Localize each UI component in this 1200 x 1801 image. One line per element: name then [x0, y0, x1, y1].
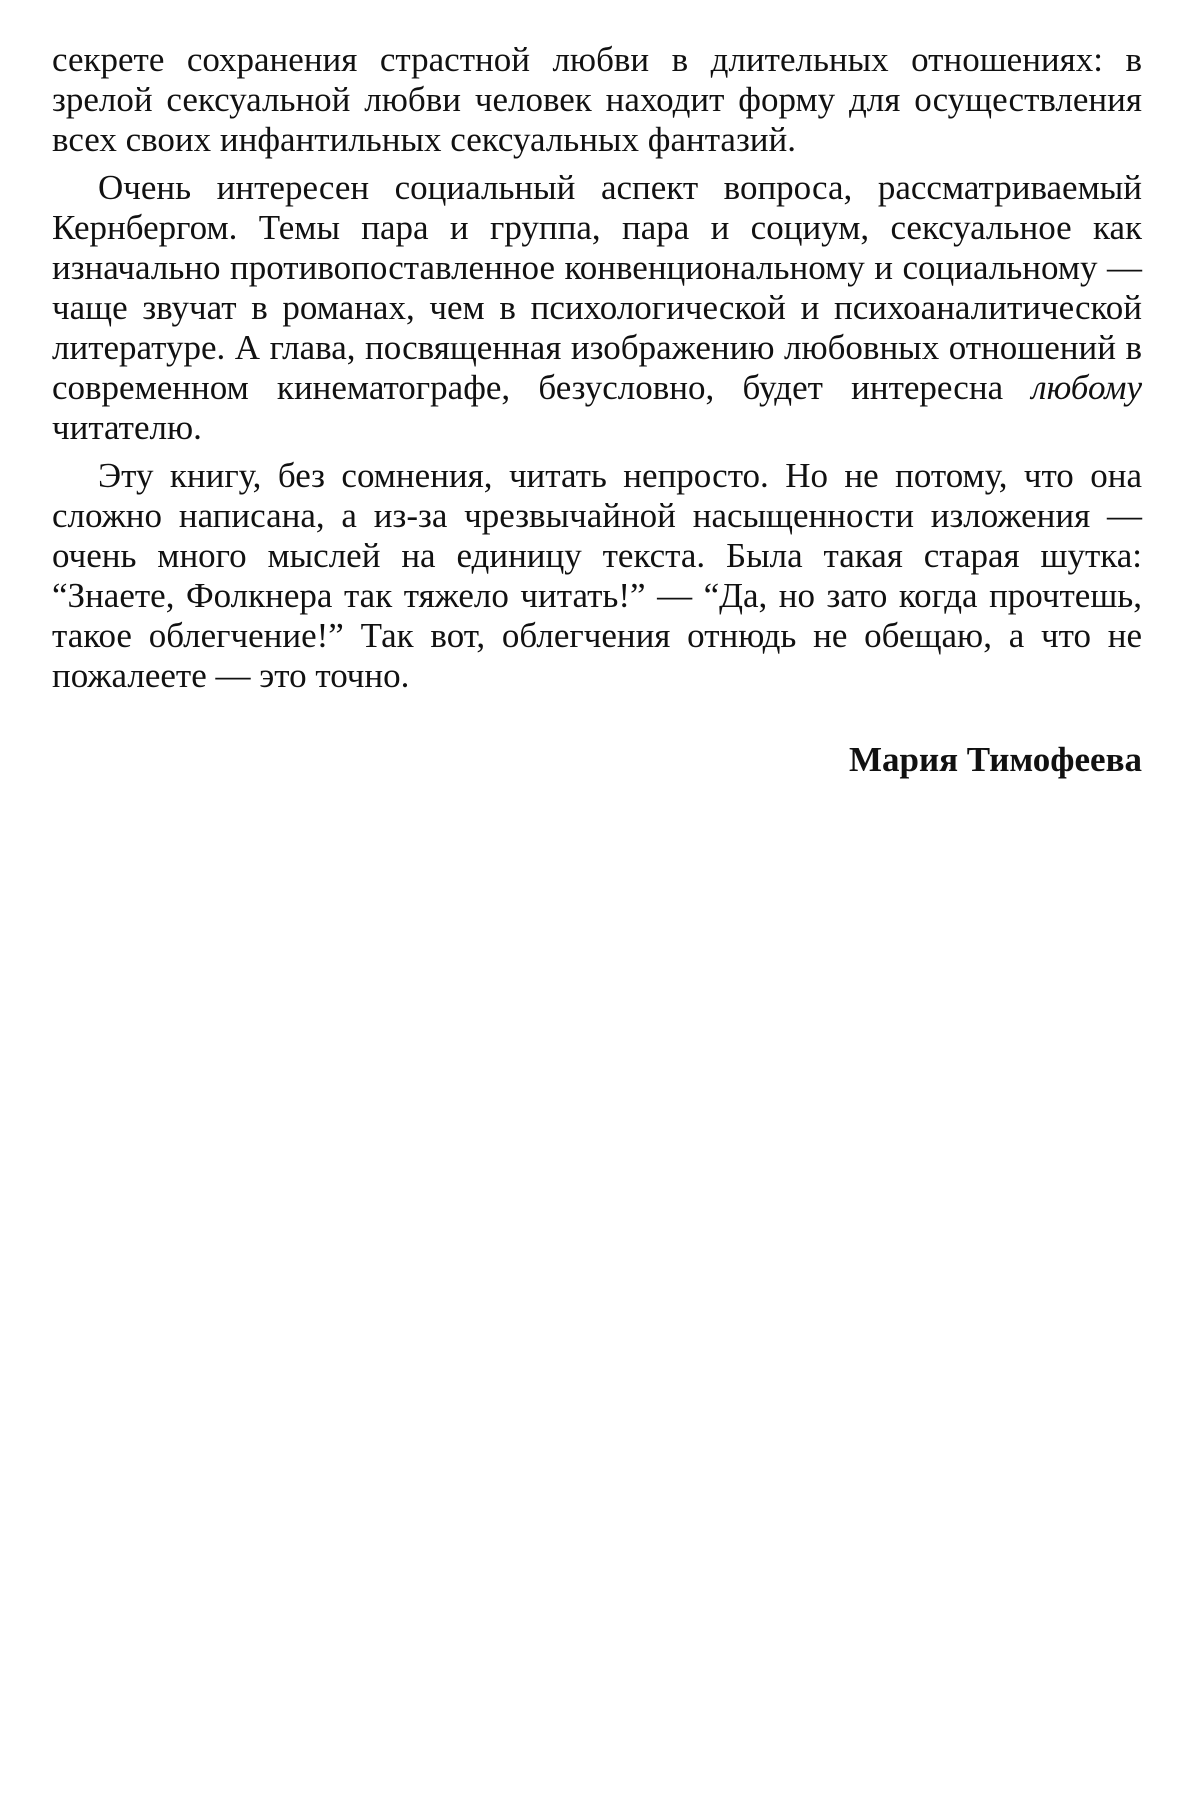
italic-emphasis: любому [1031, 368, 1142, 407]
document-page [52, 40, 1142, 780]
author-signature: Мария Тимофеева [848, 740, 1142, 779]
paragraph-social-aspect-end: читателю. [52, 408, 202, 447]
paragraph-social-aspect [52, 168, 1142, 448]
paragraph-continuation: секрете сохранения страстной любви в длительных отношениях: в зрелой сексуальной любви человек находит форму для осуществления всех своих инфантильных сексуальных фантазий. [52, 40, 1142, 159]
paragraph-social-aspect-text: Очень интересен социальный аспект вопроса, рассматриваемый Кернбергом. Темы пара и группа, пара и социум, сексуальное как изначально противопоставленное конвенциональному и социальному — чаще звучат в романах, чем в психологической и психоаналитической литературе. А глава, посвященная изображению любовных отношений в современном кинематографе, безусловно, будет интересна [52, 168, 1142, 407]
paragraph-reading-difficulty: Эту книгу, без сомнения, читать непросто. Но не потому, что она сложно написана, а из-за чрезвычайной насыщенности изложения — очень много мыслей на единицу текста. Была такая старая шутка: “Знаете, Фолкнера так тяжело читать!” — “Да, но зато когда прочтешь, такое облегчение!” Так вот, облегчения отнюдь не обещаю, а что не пожалеете — это точно. [52, 456, 1142, 695]
